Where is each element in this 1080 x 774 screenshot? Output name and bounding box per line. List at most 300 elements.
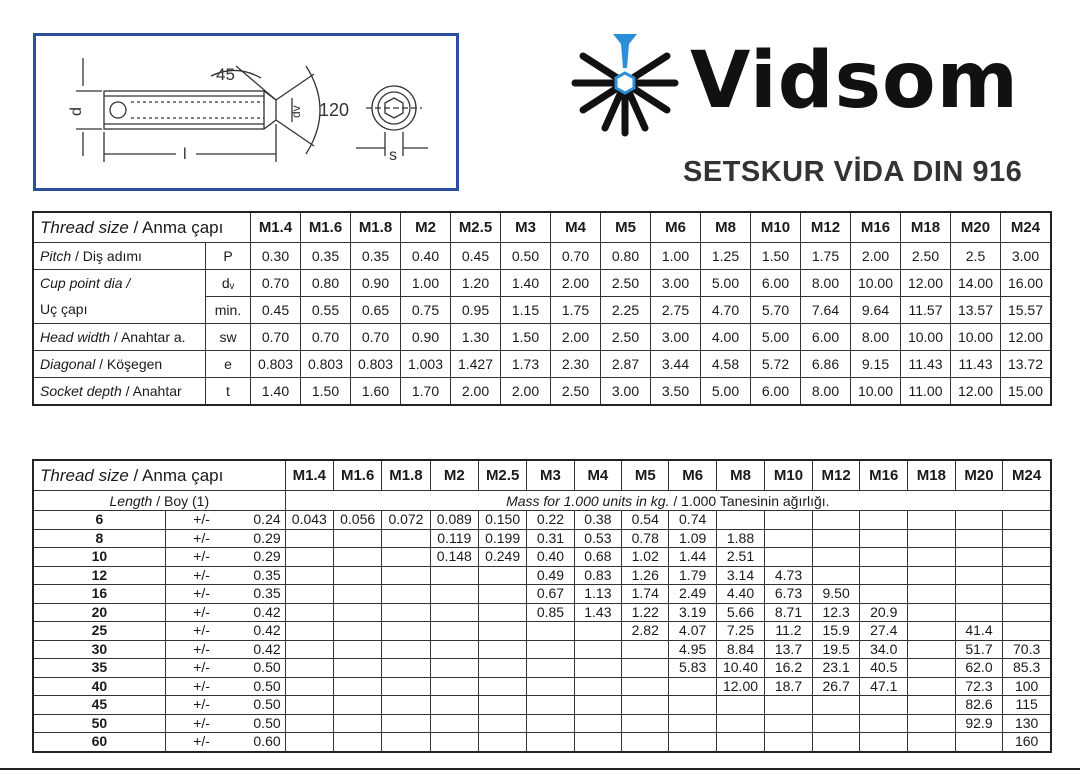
mass-value-cell — [955, 603, 1003, 622]
mass-value-cell — [285, 677, 333, 696]
mass-value-cell — [860, 714, 908, 733]
mass-value-cell — [333, 585, 381, 604]
value-cell: 3.00 — [601, 378, 651, 406]
value-cell: 5.00 — [701, 270, 751, 297]
size-header-M10: M10 — [751, 212, 801, 243]
mass-value-cell — [812, 733, 860, 752]
value-cell: 5.00 — [701, 378, 751, 406]
mass-value-cell: 4.73 — [765, 566, 813, 585]
mass-value-cell — [812, 566, 860, 585]
mass-value-cell — [622, 696, 669, 715]
mass-value-cell — [574, 640, 621, 659]
row-label-italic: Pitch — [40, 248, 72, 264]
mass-value-cell: 1.02 — [622, 548, 669, 567]
value-cell: 1.00 — [401, 270, 451, 297]
value-cell: 5.70 — [751, 297, 801, 324]
value-cell: 0.90 — [351, 270, 401, 297]
size-header-M4: M4 — [551, 212, 601, 243]
size-header-M3: M3 — [501, 212, 551, 243]
mass-value-cell — [1003, 566, 1051, 585]
size-header-M16: M16 — [860, 460, 908, 491]
mass-value-cell: 1.13 — [574, 585, 621, 604]
value-cell: 1.50 — [751, 243, 801, 270]
mass-value-cell — [527, 733, 574, 752]
value-cell: 1.00 — [651, 243, 701, 270]
mass-value-cell: 19.5 — [812, 640, 860, 659]
mass-value-cell — [527, 640, 574, 659]
value-cell: 1.427 — [451, 351, 501, 378]
mass-value-cell: 51.7 — [955, 640, 1003, 659]
length-cell: 16 — [33, 585, 165, 604]
value-cell: 0.40 — [401, 243, 451, 270]
row-label-italic: Socket depth — [40, 383, 122, 399]
mass-value-cell — [430, 659, 478, 678]
tolerance-sign: +/- — [165, 511, 237, 530]
mass-value-cell — [908, 659, 956, 678]
mass-value-cell — [527, 622, 574, 641]
row-label-italic: Head width — [40, 329, 111, 345]
label-45: 45 — [216, 65, 235, 84]
mass-value-cell — [765, 548, 813, 567]
tolerance-cell: 0.29 — [237, 548, 285, 567]
mass-value-cell: 0.150 — [478, 511, 526, 530]
mass-value-cell: 85.3 — [1003, 659, 1051, 678]
size-header-M1.4: M1.4 — [285, 460, 333, 491]
mass-value-cell — [478, 714, 526, 733]
mass-value-cell: 13.7 — [765, 640, 813, 659]
size-header-M18: M18 — [908, 460, 956, 491]
mass-value-cell — [908, 696, 956, 715]
mass-value-cell: 0.249 — [478, 548, 526, 567]
value-cell: 10.00 — [851, 378, 901, 406]
size-header-M6: M6 — [669, 460, 716, 491]
row-symbol: dᵥ — [206, 270, 251, 297]
length-cell: 45 — [33, 696, 165, 715]
value-cell: 15.57 — [1001, 297, 1052, 324]
value-cell: 0.803 — [251, 351, 301, 378]
value-cell: 6.00 — [801, 324, 851, 351]
mass-value-cell — [1003, 529, 1051, 548]
mass-value-cell: 0.072 — [382, 511, 430, 530]
mass-value-cell — [716, 696, 764, 715]
value-cell: 9.15 — [851, 351, 901, 378]
size-header-M2.5: M2.5 — [451, 212, 501, 243]
mass-value-cell — [1003, 603, 1051, 622]
dimension-row — [33, 270, 1051, 297]
value-cell: 2.30 — [551, 351, 601, 378]
value-cell: 6.00 — [751, 270, 801, 297]
mass-value-cell — [716, 714, 764, 733]
mass-value-cell — [765, 696, 813, 715]
value-cell: 0.35 — [301, 243, 351, 270]
mass-value-cell — [765, 529, 813, 548]
mass-value-cell — [333, 603, 381, 622]
tolerance-sign: +/- — [165, 548, 237, 567]
mass-value-cell: 11.2 — [765, 622, 813, 641]
mass-value-cell: 1.09 — [669, 529, 716, 548]
tolerance-sign: +/- — [165, 585, 237, 604]
mass-value-cell: 8.71 — [765, 603, 813, 622]
mass-value-cell — [955, 566, 1003, 585]
mass-value-cell — [478, 640, 526, 659]
brand-name: Vidsom — [690, 36, 1019, 126]
mass-value-cell — [908, 677, 956, 696]
mass-row — [33, 622, 1051, 641]
row-label-italic: Cup point dia / — [40, 275, 131, 291]
value-cell: 0.65 — [351, 297, 401, 324]
label-120: 120 — [319, 100, 350, 120]
row-symbol: sw — [206, 324, 251, 351]
mass-value-cell — [382, 529, 430, 548]
value-cell: 7.64 — [801, 297, 851, 324]
mass-value-cell — [382, 677, 430, 696]
mass-row — [33, 733, 1051, 752]
value-cell: 4.70 — [701, 297, 751, 324]
value-cell: 0.803 — [351, 351, 401, 378]
value-cell: 3.44 — [651, 351, 701, 378]
value-cell: 2.00 — [851, 243, 901, 270]
tolerance-cell: 0.35 — [237, 566, 285, 585]
tolerance-sign: +/- — [165, 529, 237, 548]
mass-value-cell: 7.25 — [716, 622, 764, 641]
mass-value-cell — [860, 585, 908, 604]
tolerance-cell: 0.50 — [237, 677, 285, 696]
size-header-M1.6: M1.6 — [301, 212, 351, 243]
value-cell: 10.00 — [951, 324, 1001, 351]
value-cell: 8.00 — [851, 324, 901, 351]
label-l: l — [183, 146, 187, 163]
tolerance-cell: 0.50 — [237, 659, 285, 678]
size-header-M2.5: M2.5 — [478, 460, 526, 491]
mass-value-cell — [382, 696, 430, 715]
size-header-M12: M12 — [812, 460, 860, 491]
mass-row — [33, 566, 1051, 585]
mass-value-cell: 0.31 — [527, 529, 574, 548]
mass-value-cell — [574, 714, 621, 733]
size-header-M24: M24 — [1001, 212, 1052, 243]
mass-header-row — [33, 460, 1051, 491]
value-cell: 3.50 — [651, 378, 701, 406]
mass-value-cell: 2.49 — [669, 585, 716, 604]
mass-value-cell — [285, 714, 333, 733]
mass-value-cell — [333, 677, 381, 696]
mass-value-cell — [860, 529, 908, 548]
bottom-rule — [0, 768, 1080, 770]
mass-value-cell: 72.3 — [955, 677, 1003, 696]
mass-value-cell: 8.84 — [716, 640, 764, 659]
tolerance-sign: +/- — [165, 622, 237, 641]
mass-value-cell — [333, 640, 381, 659]
mass-value-cell — [908, 548, 956, 567]
length-cell: 10 — [33, 548, 165, 567]
tolerance-sign: +/- — [165, 659, 237, 678]
mass-value-cell — [285, 566, 333, 585]
mass-value-cell — [285, 529, 333, 548]
thread-size-label-2: Thread size / Anma çapı — [33, 460, 285, 491]
size-header-M3: M3 — [527, 460, 574, 491]
mass-value-cell: 4.40 — [716, 585, 764, 604]
row-label — [33, 378, 206, 406]
mass-value-cell: 3.14 — [716, 566, 764, 585]
mass-header: Mass for 1.000 units in kg. / 1.000 Tanesinin ağırlığı. — [285, 491, 1051, 511]
mass-value-cell — [333, 696, 381, 715]
mass-row — [33, 603, 1051, 622]
value-cell: 0.70 — [351, 324, 401, 351]
mass-value-cell — [382, 640, 430, 659]
mass-value-cell: 0.38 — [574, 511, 621, 530]
mass-value-cell: 0.056 — [333, 511, 381, 530]
mass-value-cell — [908, 511, 956, 530]
value-cell: 0.45 — [451, 243, 501, 270]
mass-value-cell — [669, 677, 716, 696]
value-cell: 12.00 — [1001, 324, 1052, 351]
mass-value-cell — [430, 603, 478, 622]
mass-value-cell: 1.26 — [622, 566, 669, 585]
mass-value-cell — [333, 733, 381, 752]
mass-value-cell: 0.54 — [622, 511, 669, 530]
mass-value-cell — [669, 696, 716, 715]
mass-value-cell — [908, 640, 956, 659]
mass-value-cell — [908, 566, 956, 585]
value-cell: 2.5 — [951, 243, 1001, 270]
mass-value-cell: 4.07 — [669, 622, 716, 641]
mass-value-cell — [812, 548, 860, 567]
value-cell: 2.25 — [601, 297, 651, 324]
mass-value-cell — [430, 566, 478, 585]
mass-value-cell — [430, 622, 478, 641]
value-cell: 9.64 — [851, 297, 901, 324]
mass-value-cell — [430, 585, 478, 604]
mass-value-cell: 0.40 — [527, 548, 574, 567]
technical-drawing — [33, 33, 459, 191]
mass-value-cell: 0.67 — [527, 585, 574, 604]
value-cell: 2.87 — [601, 351, 651, 378]
label-s: s — [389, 147, 397, 164]
mass-value-cell — [285, 659, 333, 678]
mass-value-cell: 0.043 — [285, 511, 333, 530]
mass-value-cell: 12.00 — [716, 677, 764, 696]
mass-value-cell — [430, 677, 478, 696]
mass-row — [33, 677, 1051, 696]
mass-value-cell — [382, 622, 430, 641]
mass-value-cell: 1.22 — [622, 603, 669, 622]
value-cell: 8.00 — [801, 270, 851, 297]
mass-value-cell — [285, 585, 333, 604]
mass-value-cell: 23.1 — [812, 659, 860, 678]
length-cell: 40 — [33, 677, 165, 696]
mass-value-cell: 130 — [1003, 714, 1051, 733]
mass-row — [33, 548, 1051, 567]
length-cell: 20 — [33, 603, 165, 622]
mass-value-cell — [382, 659, 430, 678]
mass-value-cell — [333, 714, 381, 733]
row-label-rest: / Anahtar a. — [110, 329, 186, 345]
value-cell: 0.35 — [351, 243, 401, 270]
row-symbol: e — [206, 351, 251, 378]
mass-value-cell — [430, 640, 478, 659]
mass-value-cell — [812, 714, 860, 733]
mass-value-cell — [430, 696, 478, 715]
mass-value-cell: 0.22 — [527, 511, 574, 530]
tolerance-sign: +/- — [165, 733, 237, 752]
mass-value-cell: 70.3 — [1003, 640, 1051, 659]
value-cell: 1.50 — [501, 324, 551, 351]
mass-value-cell — [285, 603, 333, 622]
mass-value-cell — [333, 548, 381, 567]
mass-value-cell: 26.7 — [812, 677, 860, 696]
mass-value-cell: 4.95 — [669, 640, 716, 659]
mass-value-cell — [382, 566, 430, 585]
value-cell: 0.70 — [551, 243, 601, 270]
dimension-row — [33, 324, 1051, 351]
tolerance-cell: 0.35 — [237, 585, 285, 604]
value-cell: 10.00 — [851, 270, 901, 297]
length-cell: 8 — [33, 529, 165, 548]
mass-value-cell: 0.49 — [527, 566, 574, 585]
mass-value-cell: 1.74 — [622, 585, 669, 604]
mass-row — [33, 640, 1051, 659]
label-dv: dv — [289, 105, 303, 118]
tolerance-cell: 0.50 — [237, 696, 285, 715]
length-cell: 12 — [33, 566, 165, 585]
mass-row — [33, 585, 1051, 604]
value-cell: 2.50 — [551, 378, 601, 406]
value-cell: 0.70 — [301, 324, 351, 351]
mass-value-cell — [430, 714, 478, 733]
mass-subheader-row — [33, 491, 1051, 511]
mass-value-cell — [765, 733, 813, 752]
mass-value-cell: 92.9 — [955, 714, 1003, 733]
row-symbol: P — [206, 243, 251, 270]
mass-value-cell — [860, 548, 908, 567]
row-label — [33, 270, 206, 324]
mass-row — [33, 696, 1051, 715]
mass-value-cell: 16.2 — [765, 659, 813, 678]
length-cell: 30 — [33, 640, 165, 659]
size-header-M5: M5 — [601, 212, 651, 243]
mass-value-cell — [716, 511, 764, 530]
tolerance-sign: +/- — [165, 640, 237, 659]
mass-value-cell — [333, 659, 381, 678]
mass-value-cell: 82.6 — [955, 696, 1003, 715]
mass-value-cell — [812, 511, 860, 530]
dimension-row — [33, 351, 1051, 378]
value-cell: 5.00 — [751, 324, 801, 351]
mass-value-cell — [860, 511, 908, 530]
value-cell: 2.50 — [601, 270, 651, 297]
size-header-M1.4: M1.4 — [251, 212, 301, 243]
mass-value-cell: 115 — [1003, 696, 1051, 715]
mass-value-cell: 0.83 — [574, 566, 621, 585]
mass-value-cell — [812, 696, 860, 715]
value-cell: 1.50 — [301, 378, 351, 406]
mass-value-cell — [908, 585, 956, 604]
value-cell: 0.70 — [251, 324, 301, 351]
value-cell: 14.00 — [951, 270, 1001, 297]
row-label — [33, 351, 206, 378]
size-header-M2: M2 — [430, 460, 478, 491]
value-cell: 0.80 — [301, 270, 351, 297]
row-label-line2: Uç çapı — [40, 301, 88, 317]
mass-row — [33, 714, 1051, 733]
mass-value-cell — [860, 566, 908, 585]
mass-value-cell — [382, 548, 430, 567]
tolerance-cell: 0.24 — [237, 511, 285, 530]
mass-value-cell: 6.73 — [765, 585, 813, 604]
value-cell: 15.00 — [1001, 378, 1052, 406]
value-cell: 1.75 — [551, 297, 601, 324]
brand-logo — [565, 28, 1045, 148]
mass-value-cell: 160 — [1003, 733, 1051, 752]
mass-value-cell: 5.83 — [669, 659, 716, 678]
mass-value-cell: 27.4 — [860, 622, 908, 641]
length-cell: 50 — [33, 714, 165, 733]
mass-value-cell — [285, 622, 333, 641]
value-cell: 1.25 — [701, 243, 751, 270]
mass-value-cell — [812, 529, 860, 548]
value-cell: 2.50 — [901, 243, 951, 270]
value-cell: 1.75 — [801, 243, 851, 270]
row-label-italic: Diagonal — [40, 356, 96, 372]
mass-value-cell — [669, 714, 716, 733]
mass-value-cell — [622, 714, 669, 733]
mass-value-cell: 0.53 — [574, 529, 621, 548]
value-cell: 1.70 — [401, 378, 451, 406]
value-cell: 1.73 — [501, 351, 551, 378]
label-d: d — [68, 107, 85, 116]
row-label-rest: / Diş adımı — [71, 248, 142, 264]
mass-value-cell: 18.7 — [765, 677, 813, 696]
mass-value-cell — [333, 566, 381, 585]
size-header-M18: M18 — [901, 212, 951, 243]
mass-value-cell — [285, 640, 333, 659]
value-cell: 6.00 — [751, 378, 801, 406]
set-screw-drawing — [36, 36, 456, 188]
row-label-rest: / Köşegen — [95, 356, 163, 372]
value-cell: 10.00 — [901, 324, 951, 351]
size-header-M16: M16 — [851, 212, 901, 243]
size-header-M1.8: M1.8 — [351, 212, 401, 243]
value-cell: 2.00 — [501, 378, 551, 406]
mass-row — [33, 511, 1051, 530]
value-cell: 0.803 — [301, 351, 351, 378]
mass-value-cell: 15.9 — [812, 622, 860, 641]
mass-value-cell — [908, 733, 956, 752]
value-cell: 0.30 — [251, 243, 301, 270]
mass-value-cell — [955, 548, 1003, 567]
mass-value-cell — [478, 733, 526, 752]
mass-value-cell — [622, 677, 669, 696]
mass-value-cell: 0.85 — [527, 603, 574, 622]
size-header-M10: M10 — [765, 460, 813, 491]
value-cell: 11.43 — [951, 351, 1001, 378]
tolerance-cell: 0.42 — [237, 640, 285, 659]
mass-row — [33, 659, 1051, 678]
size-header-M8: M8 — [701, 212, 751, 243]
mass-value-cell — [765, 511, 813, 530]
mass-value-cell: 41.4 — [955, 622, 1003, 641]
size-header-M24: M24 — [1003, 460, 1051, 491]
mass-value-cell: 0.199 — [478, 529, 526, 548]
mass-value-cell: 0.78 — [622, 529, 669, 548]
size-header-M8: M8 — [716, 460, 764, 491]
mass-value-cell — [1003, 511, 1051, 530]
value-cell: 11.43 — [901, 351, 951, 378]
mass-value-cell — [955, 733, 1003, 752]
mass-value-cell — [285, 696, 333, 715]
mass-value-cell — [478, 622, 526, 641]
mass-value-cell — [1003, 548, 1051, 567]
